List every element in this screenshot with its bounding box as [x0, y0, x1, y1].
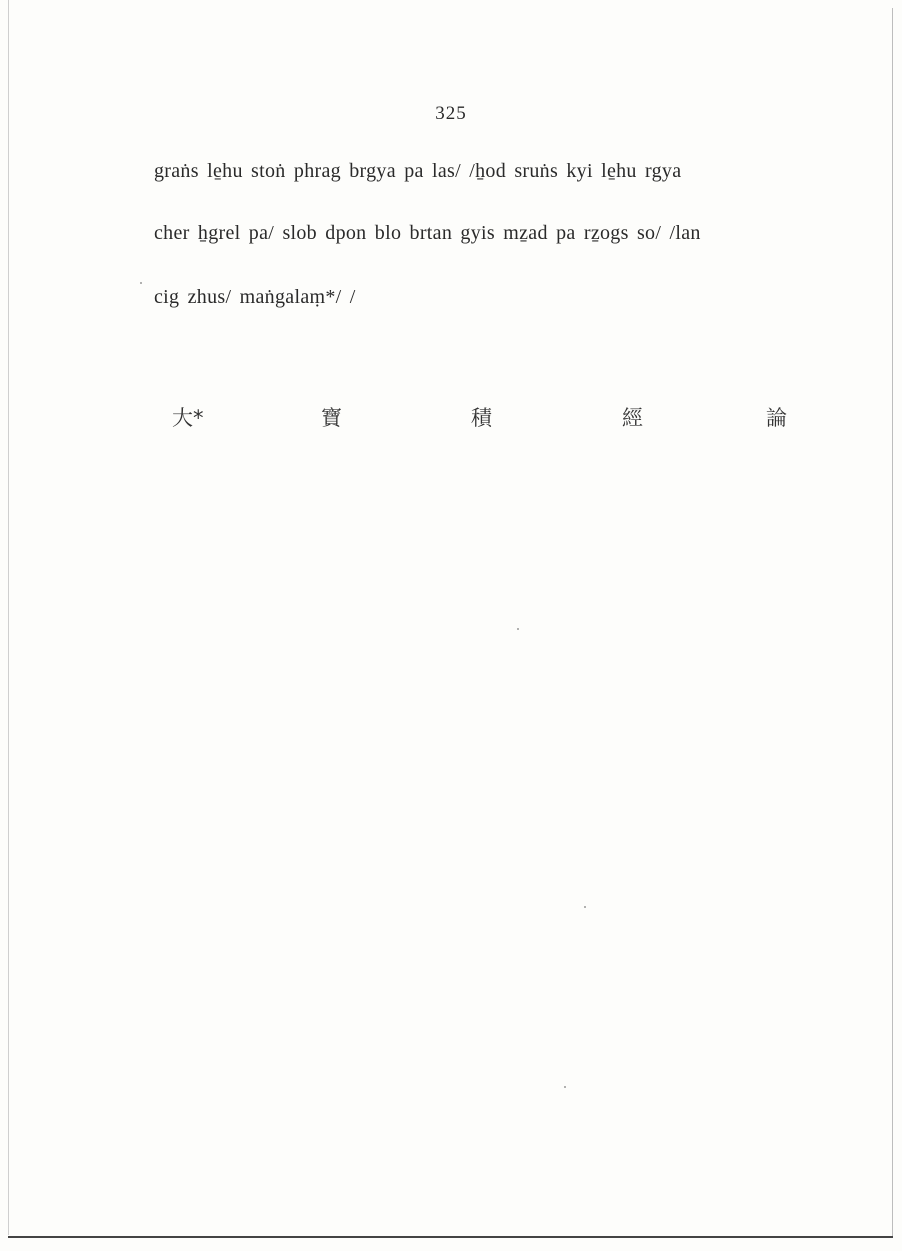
title-char: 寶: [321, 406, 342, 430]
text-line: graṅs le̱hu stoṅ phrag brgya pa las/ /ẖod sruṅs kyi le̱hu rgya: [154, 160, 682, 182]
title-char: 大*: [172, 406, 204, 430]
page-number: 325: [435, 103, 467, 124]
page-edge-right: [892, 8, 893, 1236]
page-edge-left: [8, 0, 9, 1235]
page-edge-bottom: [8, 1236, 893, 1238]
scan-speck: [140, 282, 142, 284]
title-char: 積: [471, 406, 492, 430]
scan-speck: [584, 906, 586, 908]
scan-speck: [564, 1086, 566, 1088]
scan-speck: [517, 628, 519, 630]
text-line: cig zhus/ maṅgalaṃ*/ /: [154, 286, 356, 308]
text-line: cher ẖgrel pa/ slob dpon blo brtan gyis mẕad pa rẕogs so/ /lan: [154, 222, 701, 244]
title-char: 經: [622, 406, 643, 430]
title-char: 論: [766, 406, 787, 430]
